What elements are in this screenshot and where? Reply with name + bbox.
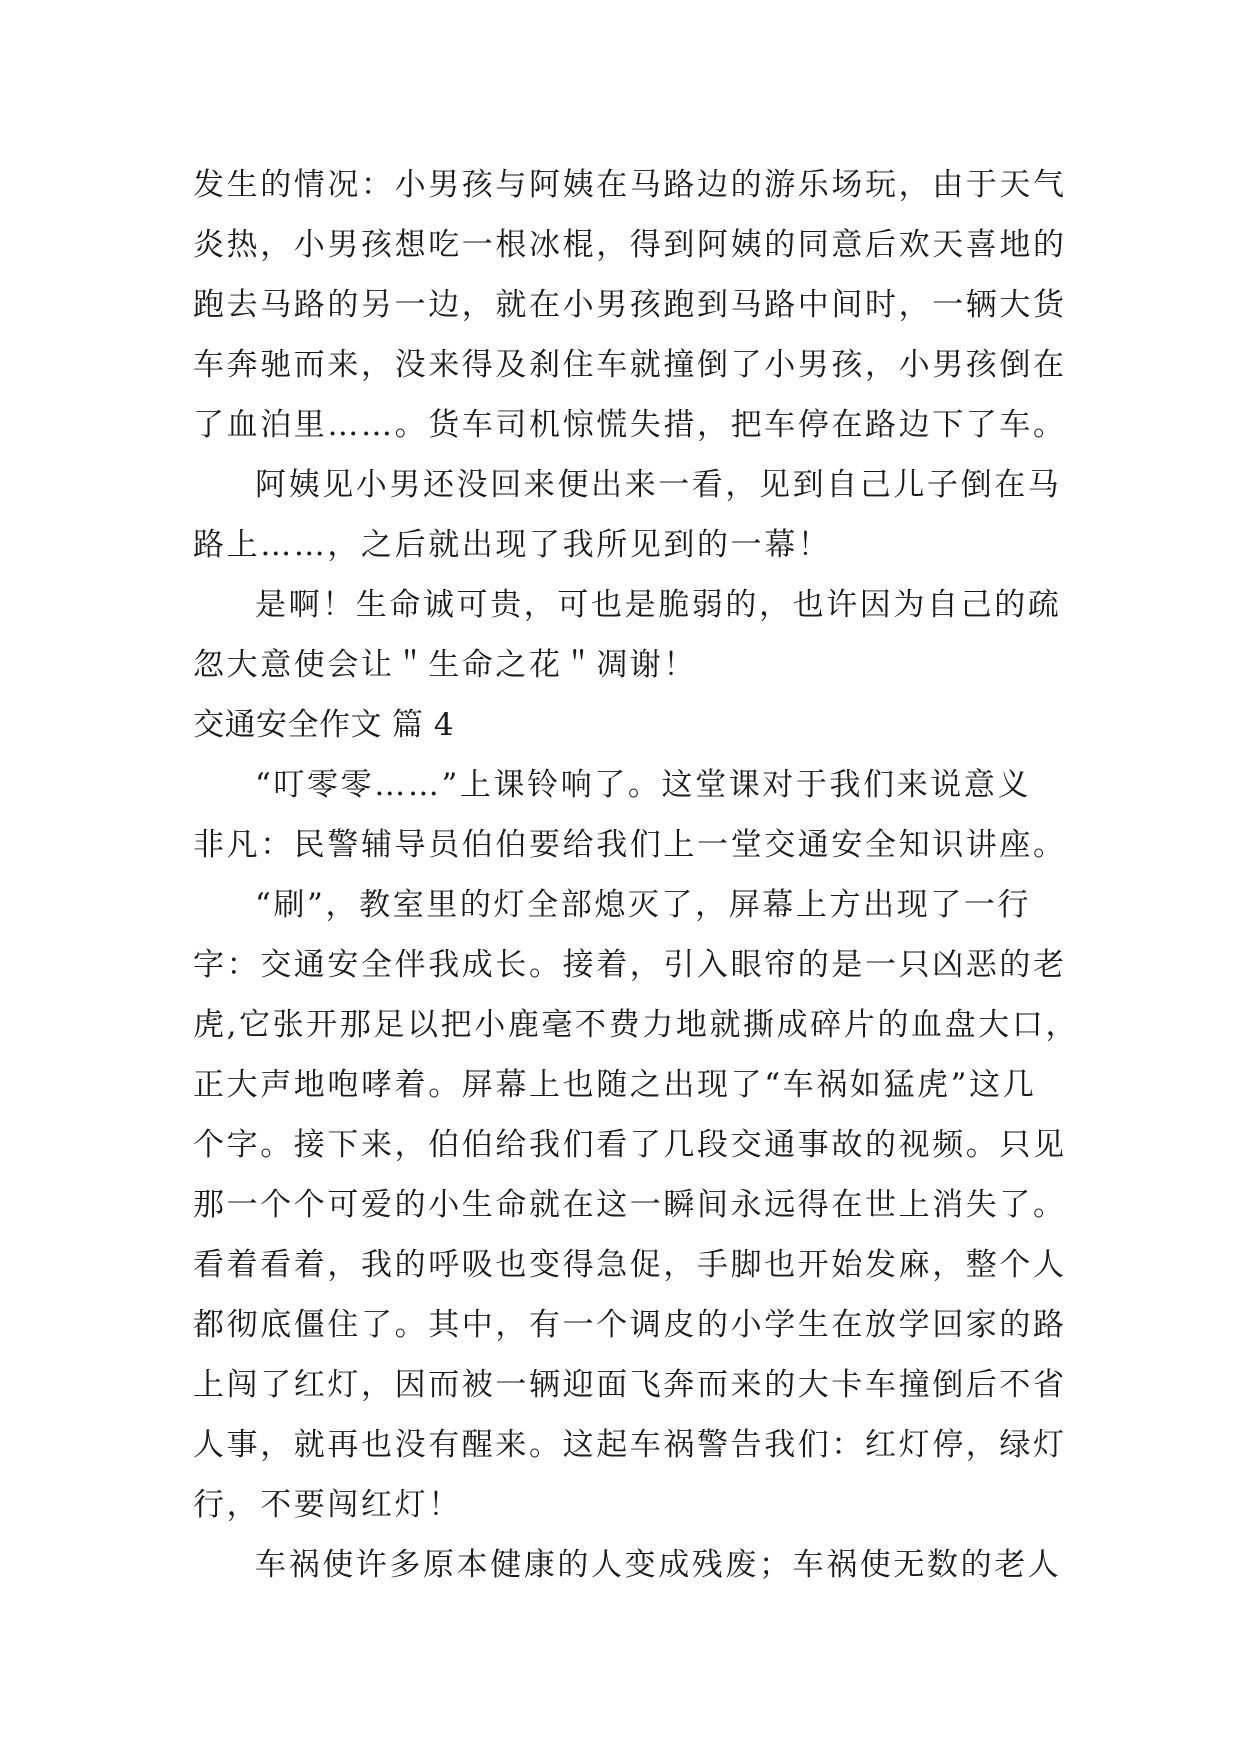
paragraph <box>193 875 1080 1535</box>
text-line: 看着看着，我的呼吸也变得急促，手脚也开始发麻，整个人 <box>193 1247 1067 1283</box>
paragraph <box>193 455 1063 575</box>
text-line: 炎热，小男孩想吃一根冰棍，得到阿姨的同意后欢天喜地的 <box>193 227 1067 263</box>
text-line: 正大声地咆哮着。屏幕上也随之出现了“车祸如猛虎”这几 <box>193 1067 1037 1103</box>
text-line: 跑去马路的另一边，就在小男孩跑到马路中间时，一辆大货 <box>193 287 1067 323</box>
paragraph <box>193 575 1063 695</box>
paragraph <box>193 755 1067 875</box>
text-line: 字：交通安全伴我成长。接着，引入眼帘的是一只凶恶的老 <box>193 947 1067 983</box>
text-line: 个字。接下来，伯伯给我们看了几段交通事故的视频。只见 <box>193 1127 1067 1163</box>
text-line: 阿姨见小男还没回来便出来一看，见到自己儿子倒在马 <box>255 467 1062 503</box>
paragraph <box>193 1535 1063 1595</box>
section-heading <box>193 695 1063 755</box>
text-line: 那一个个可爱的小生命就在这一瞬间永远得在世上消失了。 <box>193 1187 1067 1223</box>
document-body <box>193 155 1080 1595</box>
text-line: 了血泊里……。货车司机惊慌失措，把车停在路边下了车。 <box>193 407 1067 443</box>
text-line: “刷”，教室里的灯全部熄灭了，屏幕上方出现了一行 <box>255 887 1032 923</box>
heading-number: 篇 4 <box>392 707 455 743</box>
text-line: 路上……，之后就出现了我所见到的一幕！ <box>193 527 832 563</box>
text-line: 发生的情况：小男孩与阿姨在马路边的游乐场玩，由于天气 <box>193 167 1067 203</box>
text-line: 都彻底僵住了。其中，有一个调皮的小学生在放学回家的路 <box>193 1307 1067 1343</box>
text-line: 人事，就再也没有醒来。这起车祸警告我们：红灯停，绿灯 <box>193 1427 1067 1463</box>
heading-title: 交通安全作文 <box>193 707 382 743</box>
text-line: 上闯了红灯，因而被一辆迎面飞奔而来的大卡车撞倒后不省 <box>193 1367 1067 1403</box>
paragraph <box>193 155 1067 455</box>
text-line: 车祸使许多原本健康的人变成残废；车祸使无数的老人 <box>255 1547 1062 1583</box>
text-line: “叮零零……”上课铃响了。这堂课对于我们来说意义 <box>255 767 1032 803</box>
text-line: 是啊！生命诚可贵，可也是脆弱的，也许因为自己的疏 <box>255 587 1062 623</box>
text-line: 非凡：民警辅导员伯伯要给我们上一堂交通安全知识讲座。 <box>193 827 1067 863</box>
text-line: 行，不要闯红灯！ <box>193 1487 462 1523</box>
text-line: 虎,它张开那足以把小鹿毫不费力地就撕成碎片的血盘大口， <box>193 1007 1080 1043</box>
text-line: 忽大意使会让＂生命之花＂凋谢！ <box>193 647 697 683</box>
text-line: 车奔驰而来，没来得及刹住车就撞倒了小男孩，小男孩倒在 <box>193 347 1067 383</box>
